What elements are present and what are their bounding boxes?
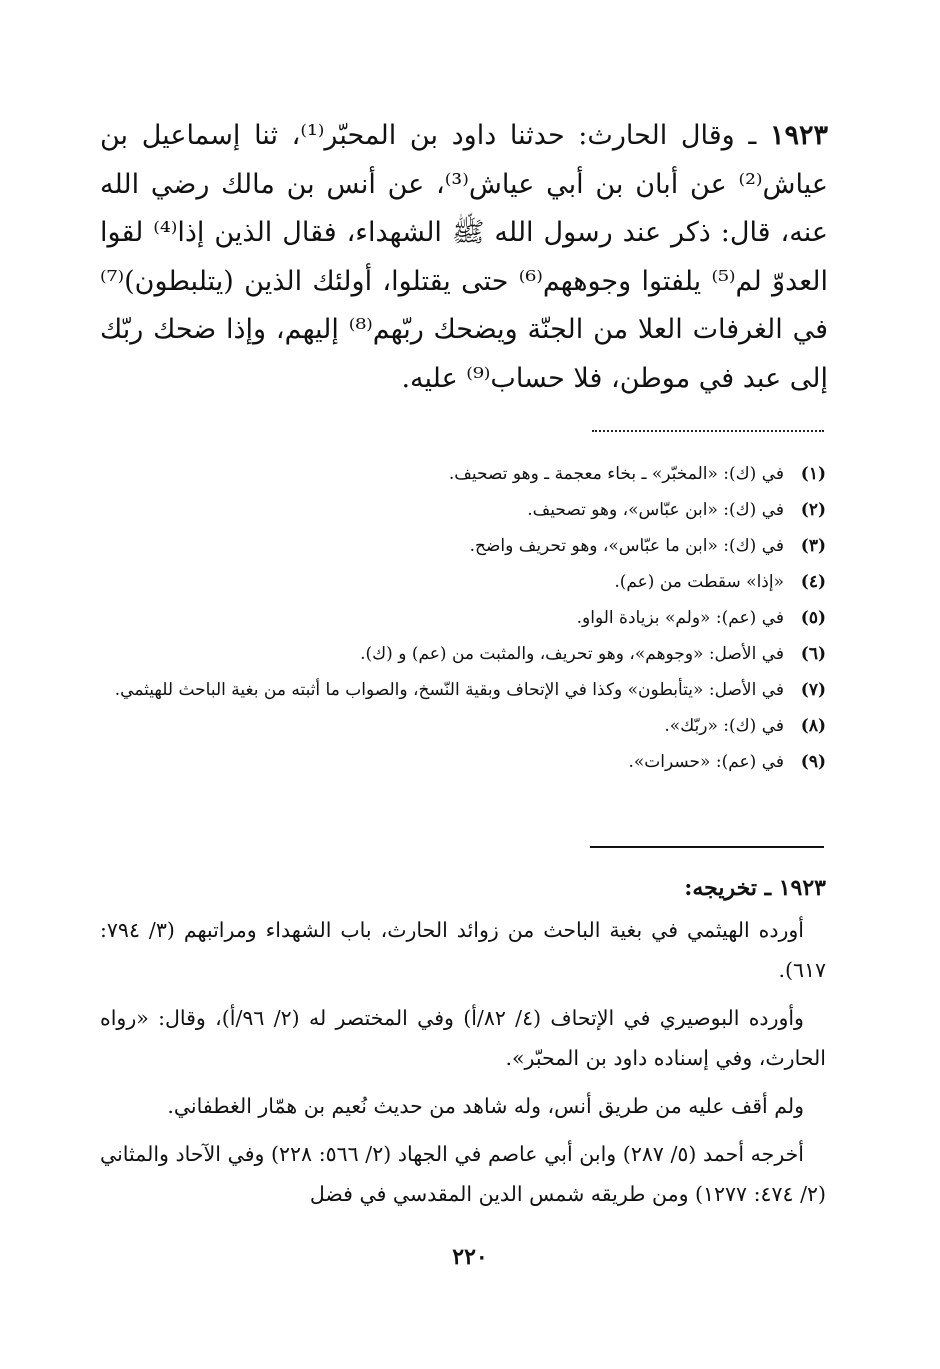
footnote-item xyxy=(104,528,826,564)
footnote-text: «إذا» سقطت من (عم). xyxy=(614,572,784,592)
takhrij-paragraph: وأورده البوصيري في الإتحاف (٤/ ٨٢/أ) وفي المختصر له (٢/ ٩٦/أ)، وقال: «رواه الحارث، وفي إسناده داود بن المحبّر». xyxy=(100,1006,826,1070)
footnote-number: (٦) xyxy=(800,644,826,664)
footnote-text: في (ك): «المخبّر» ـ بخاء معجمة ـ وهو تصحيف. xyxy=(448,464,784,484)
hadith-paragraph xyxy=(100,112,828,403)
footnote-text: في (ك): «ابن عبّاس»، وهو تصحيف. xyxy=(527,500,784,520)
footnote-number: (٤) xyxy=(800,572,826,592)
footnote-text: في (عم): «ولم» بزيادة الواو. xyxy=(576,608,784,628)
footnote-number: (٥) xyxy=(800,608,826,628)
footnote-text: في الأصل: «وجوهم»، وهو تحريف، والمثبت من (عم) و (ك). xyxy=(360,644,784,664)
footnote-text: في (ك): «ربّك». xyxy=(664,716,784,736)
footnote-number: (١) xyxy=(800,464,826,484)
takhrij-paragraph: ولم أقف عليه من طريق أنس، وله شاهد من حديث نُعيم بن همّار الغطفاني. xyxy=(167,1094,804,1118)
dotted-separator xyxy=(592,430,824,432)
takhrij-paragraph: أخرجه أحمد (٥/ ٢٨٧) وابن أبي عاصم في الجهاد (٢/ ٥٦٦: ٢٢٨) وفي الآحاد والمثاني (٢/ ٤٧٤: ١٢٧٧) ومن طريقه شمس الدين المقدسي في فضل xyxy=(100,1142,826,1206)
page-number: ٢٢٠ xyxy=(452,1244,488,1270)
footnote-item xyxy=(104,564,826,600)
footnote-item xyxy=(104,492,826,528)
footnote-number: (٩) xyxy=(800,752,826,772)
footnote-number: (٨) xyxy=(800,716,826,736)
footnote-item xyxy=(104,456,826,492)
footnote-text: في (ك): «ابن ما عبّاس»، وهو تحريف واضح. xyxy=(469,536,784,556)
footnote-item xyxy=(104,708,826,744)
takhrij-title: ١٩٢٣ ـ تخريجه: xyxy=(684,875,826,901)
footnote-number: (٣) xyxy=(800,536,826,556)
footnote-text: في (عم): «حسرات». xyxy=(628,752,784,772)
takhrij-section xyxy=(100,868,826,1214)
hadith-dash: ـ xyxy=(748,120,757,151)
section-rule xyxy=(590,846,824,848)
footnote-text: في الأصل: «يتأبطون» وكذا في الإتحاف وبقية النّسخ، والصواب ما أثبته من بغية الباحث للهيثمي. xyxy=(114,680,784,700)
footnote-item xyxy=(104,600,826,636)
hadith-number: ١٩٢٣ xyxy=(769,120,828,151)
footnote-number: (٢) xyxy=(800,500,826,520)
hadith-body: وقال الحارث: حدثنا داود بن المحبّر⁽¹⁾، ثنا إسماعيل بن عياش⁽²⁾ عن أبان بن أبي عياش⁽³⁾، عن أنس بن مالك رضي الله عنه، قال: ذكر عند رسول الله ﷺ الشهداء، فقال الذين إذا⁽⁴⁾ لقوا العدوّ لم⁽⁵⁾ يلفتوا وجوههم⁽⁶⁾ حتى يقتلوا، أولئك الذين (يتلبطون)⁽⁷⁾ في الغرفات العلا من الجنّة ويضحك ربّهم⁽⁸⁾ إليهم، وإذا ضحك ربّك إلى عبد في موطن، فلا حساب⁽⁹⁾ عليه. xyxy=(100,120,829,394)
footnote-item xyxy=(104,672,826,708)
footnote-number: (٧) xyxy=(800,680,826,700)
footnote-item xyxy=(104,744,826,780)
hadith-text-block xyxy=(100,112,828,403)
takhrij-paragraph: أورده الهيثمي في بغية الباحث من زوائد الحارث، باب الشهداء ومراتبهم (٣/ ٧٩٤: ٦١٧). xyxy=(100,918,826,982)
footnote-item xyxy=(104,636,826,672)
footnotes-list xyxy=(104,456,826,780)
